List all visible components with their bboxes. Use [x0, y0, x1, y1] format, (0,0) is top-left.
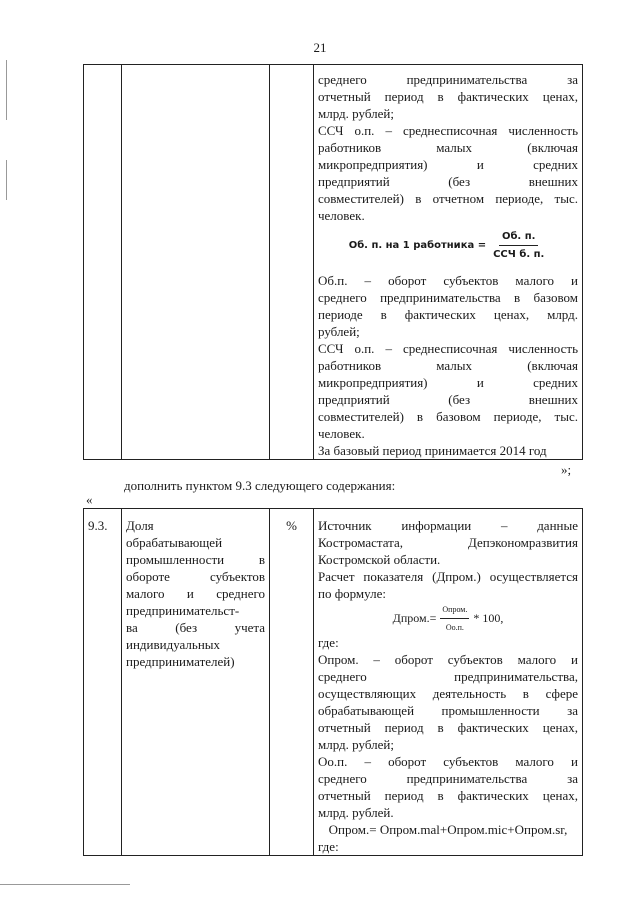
- text-line: микропредприятия) и средних: [318, 157, 578, 172]
- text-line: млрд. рублей;: [318, 106, 394, 121]
- unit-cell: [270, 65, 314, 460]
- text-line: ССЧ о.п. – среднесписочная численность: [318, 341, 578, 356]
- formula-left: Дпром.=: [392, 610, 437, 625]
- quote-open: «: [86, 492, 93, 507]
- text-line: предпринимательст-: [126, 603, 240, 618]
- text-line: предприятий (без внешних: [318, 174, 578, 189]
- formula-denominator: ССЧ б. п.: [493, 248, 545, 260]
- text-line: Доля: [126, 518, 154, 533]
- text-line: обороте субъектов: [126, 569, 265, 584]
- text-line: микропредприятия) и средних: [318, 375, 578, 390]
- number-cell: [84, 65, 122, 460]
- text-line: млрд. рублей.: [318, 805, 394, 820]
- text-line: Костромской области.: [318, 552, 441, 567]
- text-line: человек.: [318, 208, 365, 223]
- formula-numerator: Об. п.: [499, 228, 538, 246]
- formula-numerator: Опром.: [440, 601, 469, 619]
- text-line: предпринимателей): [126, 654, 235, 669]
- text-line: периоде в фактических ценах, млрд.: [318, 307, 578, 322]
- text-line: рублей;: [318, 324, 360, 339]
- text-line: Расчет показателя (Дпром.) осуществляется: [318, 569, 578, 584]
- name-cell: [122, 65, 270, 460]
- quote-close: »;: [561, 462, 572, 477]
- text-line: человек.: [318, 426, 365, 441]
- formula-left: Об. п. на 1 работника =: [348, 239, 487, 251]
- formula-turnover-per-worker: [318, 224, 578, 266]
- text-line: отчетный период в фактических ценах,: [318, 788, 578, 803]
- unit: %: [270, 509, 314, 856]
- text-line: Костромастата, Депэкономразвития: [318, 535, 578, 550]
- item-number: 9.3.: [84, 509, 122, 856]
- indicator-name: [122, 509, 270, 856]
- text-line: Источник информации – данные: [318, 518, 578, 533]
- text-line: осуществляющих деятельность в сфере: [318, 686, 578, 701]
- text-line: промышленности в: [126, 552, 265, 567]
- text-line: совместителей) в базовом периоде, тыс.: [318, 409, 578, 424]
- formula-share: [318, 602, 578, 634]
- indicator-table-continued: [83, 64, 583, 460]
- page-number: 21: [313, 40, 327, 55]
- text-line: ва (без учета: [126, 620, 265, 635]
- text-line: предприятий (без внешних: [318, 392, 578, 407]
- instruction-text: дополнить пунктом 9.3 следующего содержания:: [124, 478, 396, 493]
- text-line: среднего предпринимательства в базовом: [318, 290, 578, 305]
- text-line: отчетный период в фактических ценах,: [318, 89, 578, 104]
- text-line: Оо.п. – оборот субъектов малого и: [318, 754, 578, 769]
- indicator-table-9-3: [83, 508, 583, 856]
- text-line: малого и среднего: [126, 586, 265, 601]
- method-cell: [314, 509, 583, 856]
- text-line: млрд. рублей;: [318, 737, 394, 752]
- text-line: За базовый период принимается 2014 год: [318, 443, 547, 458]
- text-line: индивидуальных: [126, 637, 221, 652]
- text-line: работников малых (включая: [318, 140, 578, 155]
- text-line: Об.п. – оборот субъектов малого и: [318, 273, 578, 288]
- text-line: отчетный период в фактических ценах,: [318, 720, 578, 735]
- sum-formula: Опром.= Опром.mal+Опром.mic+Опром.sr,: [328, 822, 568, 837]
- formula-denominator: Оо.п.: [445, 622, 464, 632]
- text-line: совместителей) в отчетном периоде, тыс.: [318, 191, 578, 206]
- text-line: среднего предпринимательства,: [318, 669, 578, 684]
- text-line: обрабатывающей промышленности за: [318, 703, 578, 718]
- text-line: где:: [318, 635, 339, 650]
- last-line: где:: [318, 839, 339, 854]
- formula-right: * 100,: [473, 610, 504, 625]
- text-line: по формуле:: [318, 586, 386, 601]
- text-line: среднего предпринимательства за: [318, 771, 578, 786]
- text-line: работников малых (включая: [318, 358, 578, 373]
- method-cell: [314, 65, 583, 460]
- text-line: обрабатывающей: [126, 535, 223, 550]
- text-line: Опром. – оборот субъектов малого и: [318, 652, 578, 667]
- text-line: среднего предпринимательства за: [318, 72, 578, 87]
- text-line: ССЧ о.п. – среднесписочная численность: [318, 123, 578, 138]
